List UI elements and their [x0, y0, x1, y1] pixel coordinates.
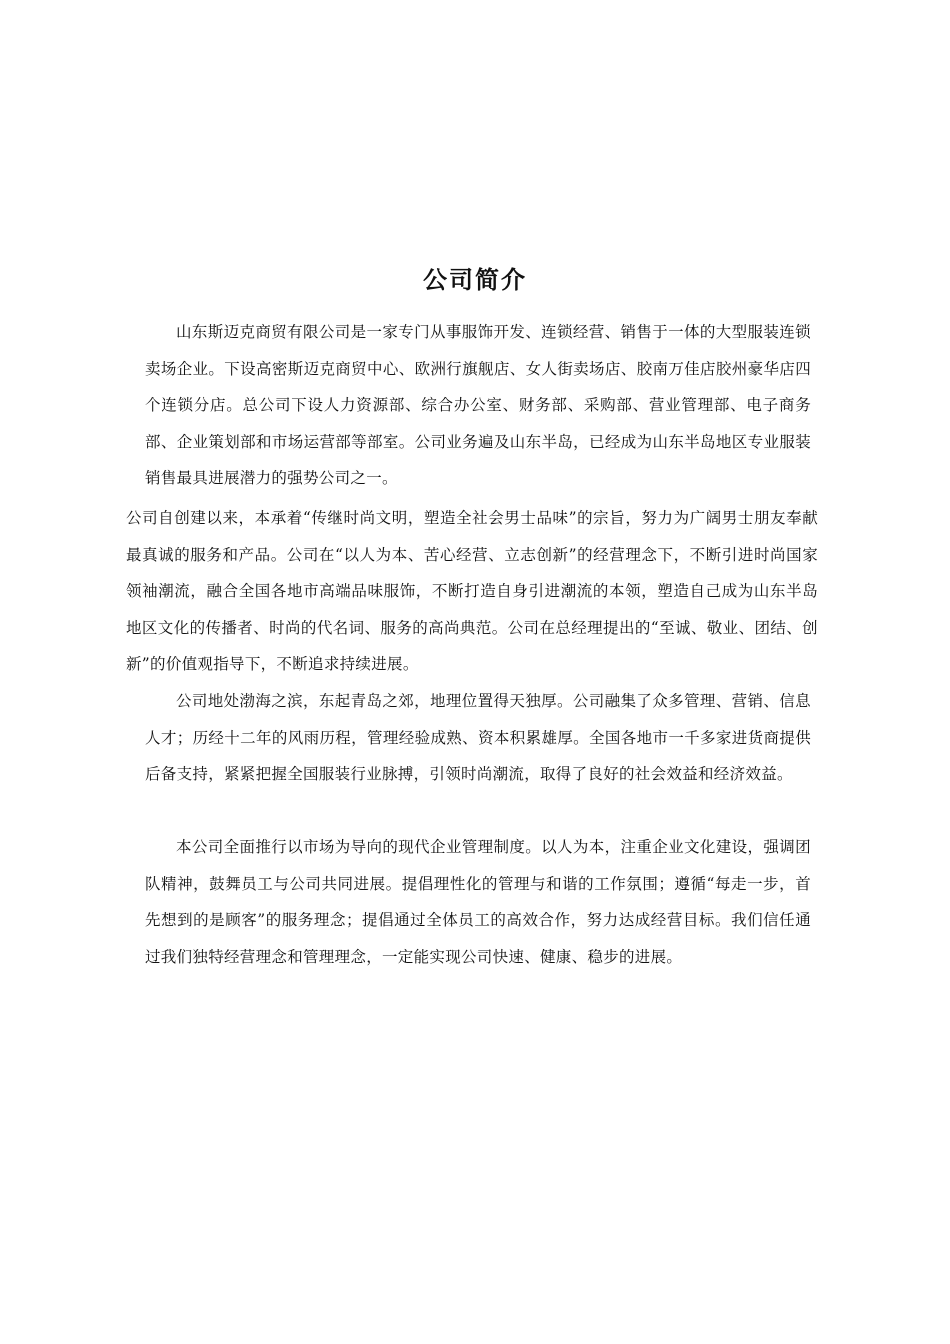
paragraph-company-philosophy: 公司自创建以来，本承着“传继时尚文明，塑造全社会男士品味”的宗旨，努力为广阔男士朋友奉献最真诚的服务和产品。公司在“以人为本、苦心经营、立志创新”的经营理念下，不断引进时尚国家领袖潮流，融合全国各地市高端品味服饰，不断打造自身引进潮流的本领，塑造自己成为山东半岛地区文化的传播者、时尚的代名词、服务的高尚典范。公司在总经理提出的“至诚、敬业、团结、创新”的价值观指导下，不断追求持续进展。 [126, 509, 818, 673]
document-title: 公司简介 [423, 266, 527, 294]
paragraph-company-management: 本公司全面推行以市场为导向的现代企业管理制度。以人为本，注重企业文化建设，强调团队精神，鼓舞员工与公司共同进展。提倡理性化的管理与和谐的工作氛围；遵循“每走一步，首先想到的是顾客”的服务理念；提倡通过全体员工的高效合作，努力达成经营目标。我们信任通过我们独特经营理念和管理理念，一定能实现公司快速、健康、稳步的进展。 [145, 838, 811, 966]
paragraph-company-overview: 山东斯迈克商贸有限公司是一家专门从事服饰开发、连锁经营、销售于一体的大型服装连锁卖场企业。下设高密斯迈克商贸中心、欧洲行旗舰店、女人街卖场店、胶南万佳店胶州豪华店四个连锁分店。总公司下设人力资源部、综合办公室、财务部、采购部、营业管理部、电子商务部、企业策划部和市场运营部等部室。公司业务遍及山东半岛，已经成为山东半岛地区专业服装销售最具进展潜力的强势公司之一。 [145, 323, 811, 487]
paragraph-company-location: 公司地处渤海之滨，东起青岛之郊，地理位置得天独厚。公司融集了众多管理、营销、信息人才；历经十二年的风雨历程，管理经验成熟、资本积累雄厚。全国各地市一千多家进货商提供后备支持，紧紧把握全国服装行业脉搏，引领时尚潮流，取得了良好的社会效益和经济效益。 [145, 692, 811, 783]
